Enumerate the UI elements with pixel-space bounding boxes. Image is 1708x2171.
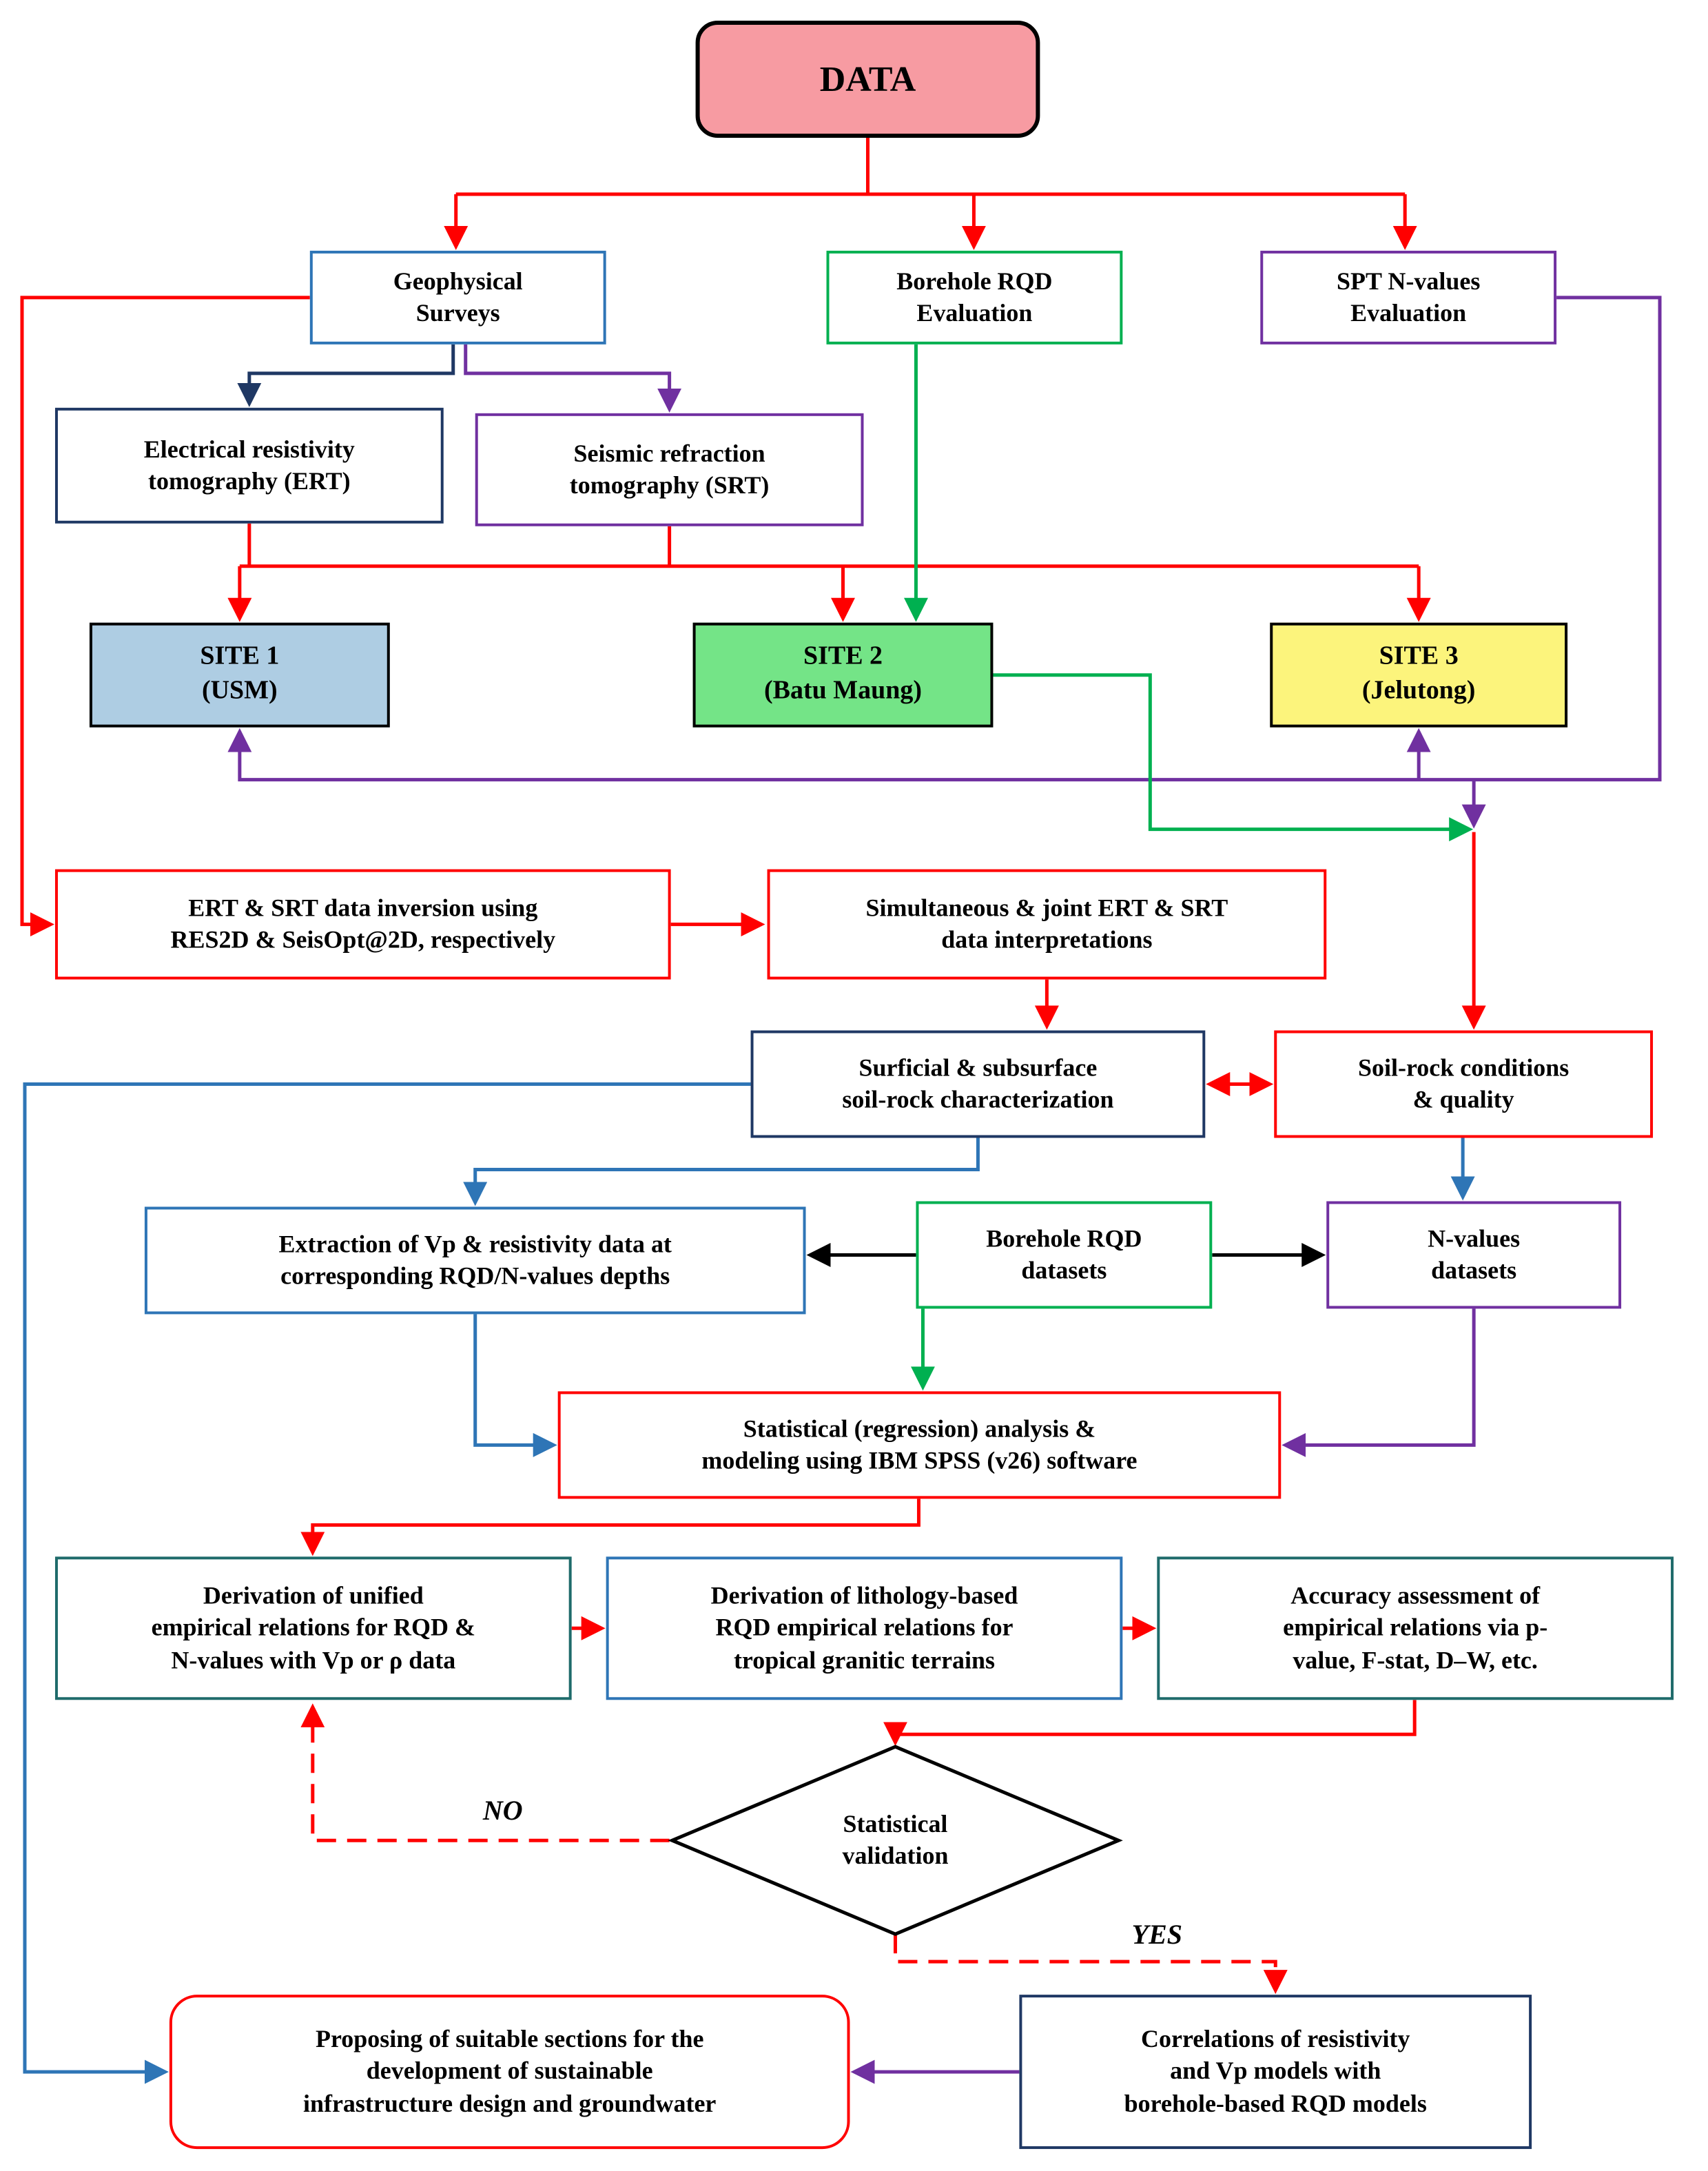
edge-label-no: NO	[482, 1796, 523, 1827]
node-lithology-relations: Derivation of lithology-based RQD empirical relations for tropical granitic terrains	[606, 1556, 1123, 1700]
node-site2: SITE 2 (Batu Maung)	[693, 623, 994, 728]
edge-accuracy-to-validation	[895, 1700, 1414, 1741]
edge-label-yes: YES	[1131, 1920, 1183, 1951]
edge-geophysical-to-inversion	[22, 298, 310, 925]
node-data-inversion: ERT & SRT data inversion using RES2D & SeisOpt@2D, respectively	[55, 870, 671, 980]
node-unified-relations: Derivation of unified empirical relations for RQD & N-values with Vp or ρ data	[55, 1556, 572, 1700]
node-data-label: DATA	[819, 59, 916, 99]
edge-surficial-to-extraction	[475, 1138, 978, 1202]
node-site1: SITE 1 (USM)	[90, 623, 390, 728]
node-extraction: Extraction of Vp & resistivity data at corresponding RQD/N-values depths	[145, 1206, 806, 1314]
node-soilrock-conditions: Soil-rock conditions & quality	[1274, 1031, 1653, 1138]
node-borehole-rqd-evaluation: Borehole RQD Evaluation	[827, 251, 1123, 344]
node-accuracy-assessment: Accuracy assessment of empirical relations via p- value, F-stat, D–W, etc.	[1157, 1556, 1674, 1700]
edge-nvalues-to-spss	[1286, 1308, 1474, 1445]
node-correlations: Correlations of resistivity and Vp models with borehole-based RQD models	[1019, 1995, 1532, 2149]
edge-geophysical-to-srt	[466, 344, 670, 408]
node-geophysical-surveys: Geophysical Surveys	[310, 251, 606, 344]
node-borehole-rqd-datasets: Borehole RQD datasets	[916, 1201, 1212, 1308]
edge-yes-path	[895, 1934, 1275, 1989]
node-joint-interpretations: Simultaneous & joint ERT & SRT data interpretations	[768, 870, 1327, 980]
node-proposing: Proposing of suitable sections for the development of sustainable infrastructure design and groundwater	[169, 1995, 850, 2149]
node-site3: SITE 3 (Jelutong)	[1270, 623, 1567, 728]
node-surficial-characterization: Surficial & subsurface soil-rock characterization	[751, 1031, 1206, 1138]
node-ert: Electrical resistivity tomography (ERT)	[55, 408, 444, 524]
node-spss-analysis: Statistical (regression) analysis & modeling using IBM SPSS (v26) software	[558, 1391, 1282, 1499]
node-statistical-validation-label: Statistical validation	[842, 1809, 949, 1870]
edge-spss-to-unified	[313, 1499, 919, 1551]
node-data	[696, 21, 1040, 138]
edge-geophysical-to-ert	[249, 344, 453, 402]
node-spt-nvalues-evaluation: SPT N-values Evaluation	[1260, 251, 1556, 344]
edge-extraction-to-spss	[475, 1314, 553, 1445]
node-nvalues-datasets: N-values datasets	[1326, 1201, 1621, 1308]
node-srt: Seismic refraction tomography (SRT)	[475, 413, 864, 526]
